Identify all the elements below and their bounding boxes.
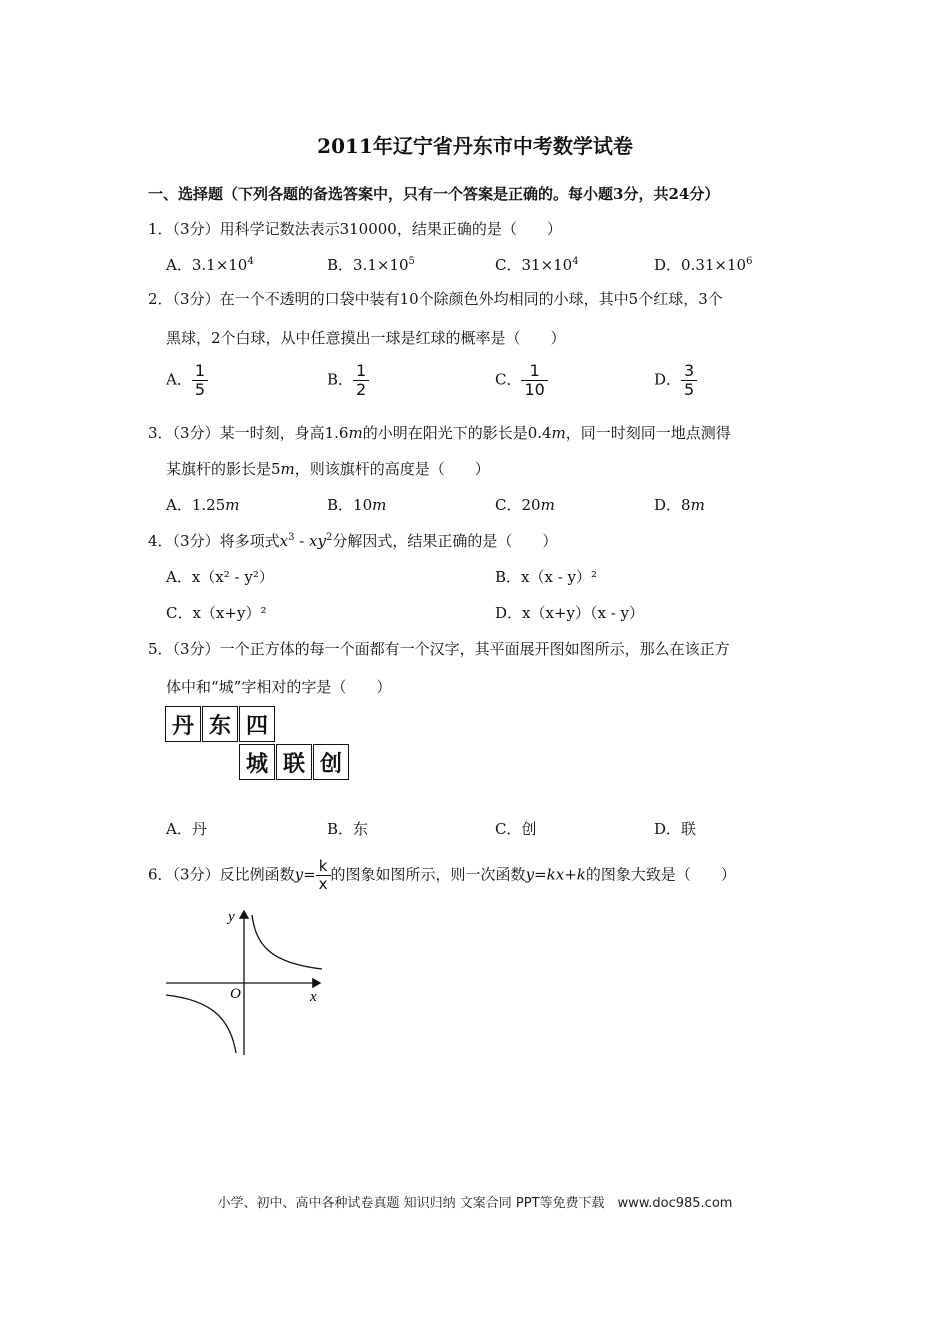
q4-option-d: D．x（x+y）（x - y）: [495, 604, 645, 622]
q5-option-a: A．丹: [166, 820, 207, 838]
page-title: 2011年辽宁省丹东市中考数学试卷: [317, 134, 633, 158]
q5-option-b: B．东: [327, 820, 369, 838]
q2-option-d: D． $\frac{3}{5}$: [654, 362, 697, 399]
q4-option-b: B．x（x - y）²: [495, 568, 598, 586]
q3-option-c: C．20m: [495, 496, 555, 514]
q2-option-c: C． $\frac{1}{10}$: [495, 362, 548, 399]
q2-option-b: B． $\frac{1}{2}$: [327, 362, 369, 399]
question-3-stem-line1: 3．（3分）某一时刻，身高1.6m的小明在阳光下的影长是0.4m，同一时刻同一地点测得: [148, 424, 731, 442]
q1-option-b: B．$3.1\times 10^5$: [327, 256, 415, 274]
q5-option-c: C．创: [495, 820, 537, 838]
net-cell: 联: [276, 744, 312, 780]
footer-text: 小学、初中、高中各种试卷真题 知识归纳 文案合同 PPT等免费下载 www.doc985.com: [217, 1196, 733, 1211]
q4-option-c: C．x（x+y）²: [166, 604, 267, 622]
net-cell: 东: [202, 706, 238, 742]
polynomial-expression: $x^3 - xy^2$: [279, 532, 333, 550]
net-cell: 城: [239, 744, 275, 780]
net-cell: 丹: [165, 706, 201, 742]
x-axis-label: x: [310, 989, 317, 1005]
q1-option-c: C．$31\times 10^4$: [495, 256, 579, 274]
hyperbola-branch-third-quadrant: [166, 995, 236, 1053]
question-3-stem-line2: 某旗杆的影长是5m，则该旗杆的高度是（ ）: [166, 460, 490, 478]
question-6-stem: 6．（3分）反比例函数y= $\frac{k}{x}$ 的图象如图所示，则一次函数y=kx+k的图象大致是（ ）: [148, 857, 736, 893]
fraction: $\frac{1}{2}$: [353, 362, 369, 399]
q5-option-d: D．联: [654, 820, 697, 838]
q3-option-b: B．10m: [327, 496, 387, 514]
question-4-stem: 4．（3分）将多项式$x^3 - xy^2$分解因式，结果正确的是（ ）: [148, 532, 558, 550]
question-2-stem-line2: 黑球，2个白球，从中任意摸出一球是红球的概率是（ ）: [166, 329, 566, 347]
question-2-stem-line1: 2．（3分）在一个不透明的口袋中装有10个除颜色外均相同的小球，其中5个红球，3个: [148, 290, 723, 308]
q2-option-a: A． $\frac{1}{5}$: [166, 362, 208, 399]
question-5-stem-line1: 5．（3分）一个正方体的每一个面都有一个汉字，其平面展开图如图所示，那么在该正方: [148, 640, 730, 658]
origin-label: O: [230, 986, 241, 1002]
y-axis-label: y: [228, 909, 235, 925]
fraction: $\frac{3}{5}$: [681, 362, 697, 399]
q1-option-d: D．$0.31\times 10^6$: [654, 256, 753, 274]
section-heading: 一、选择题（下列各题的备选答案中，只有一个答案是正确的。每小题3分，共24分）: [148, 185, 720, 203]
hyperbola-graph: [160, 905, 330, 1060]
question-1-stem: 1．（3分）用科学记数法表示310000，结果正确的是（ ）: [148, 220, 562, 238]
q1-option-a: A．$3.1\times 10^4$: [166, 256, 254, 274]
q4-option-a: A．x（x² - y²）: [166, 568, 274, 586]
net-cell: 创: [313, 744, 349, 780]
fraction: $\frac{1}{5}$: [192, 362, 208, 399]
q3-option-a: A．1.25m: [166, 496, 240, 514]
fraction: $\frac{1}{10}$: [521, 362, 547, 399]
q3-option-d: D．8m: [654, 496, 705, 514]
cube-net-figure: [165, 706, 351, 782]
question-5-stem-line2: 体中和“城”字相对的字是（ ）: [166, 678, 392, 696]
hyperbola-branch-first-quadrant: [252, 915, 322, 969]
net-cell: 四: [239, 706, 275, 742]
fraction-k-over-x: $\frac{k}{x}$: [316, 858, 331, 893]
